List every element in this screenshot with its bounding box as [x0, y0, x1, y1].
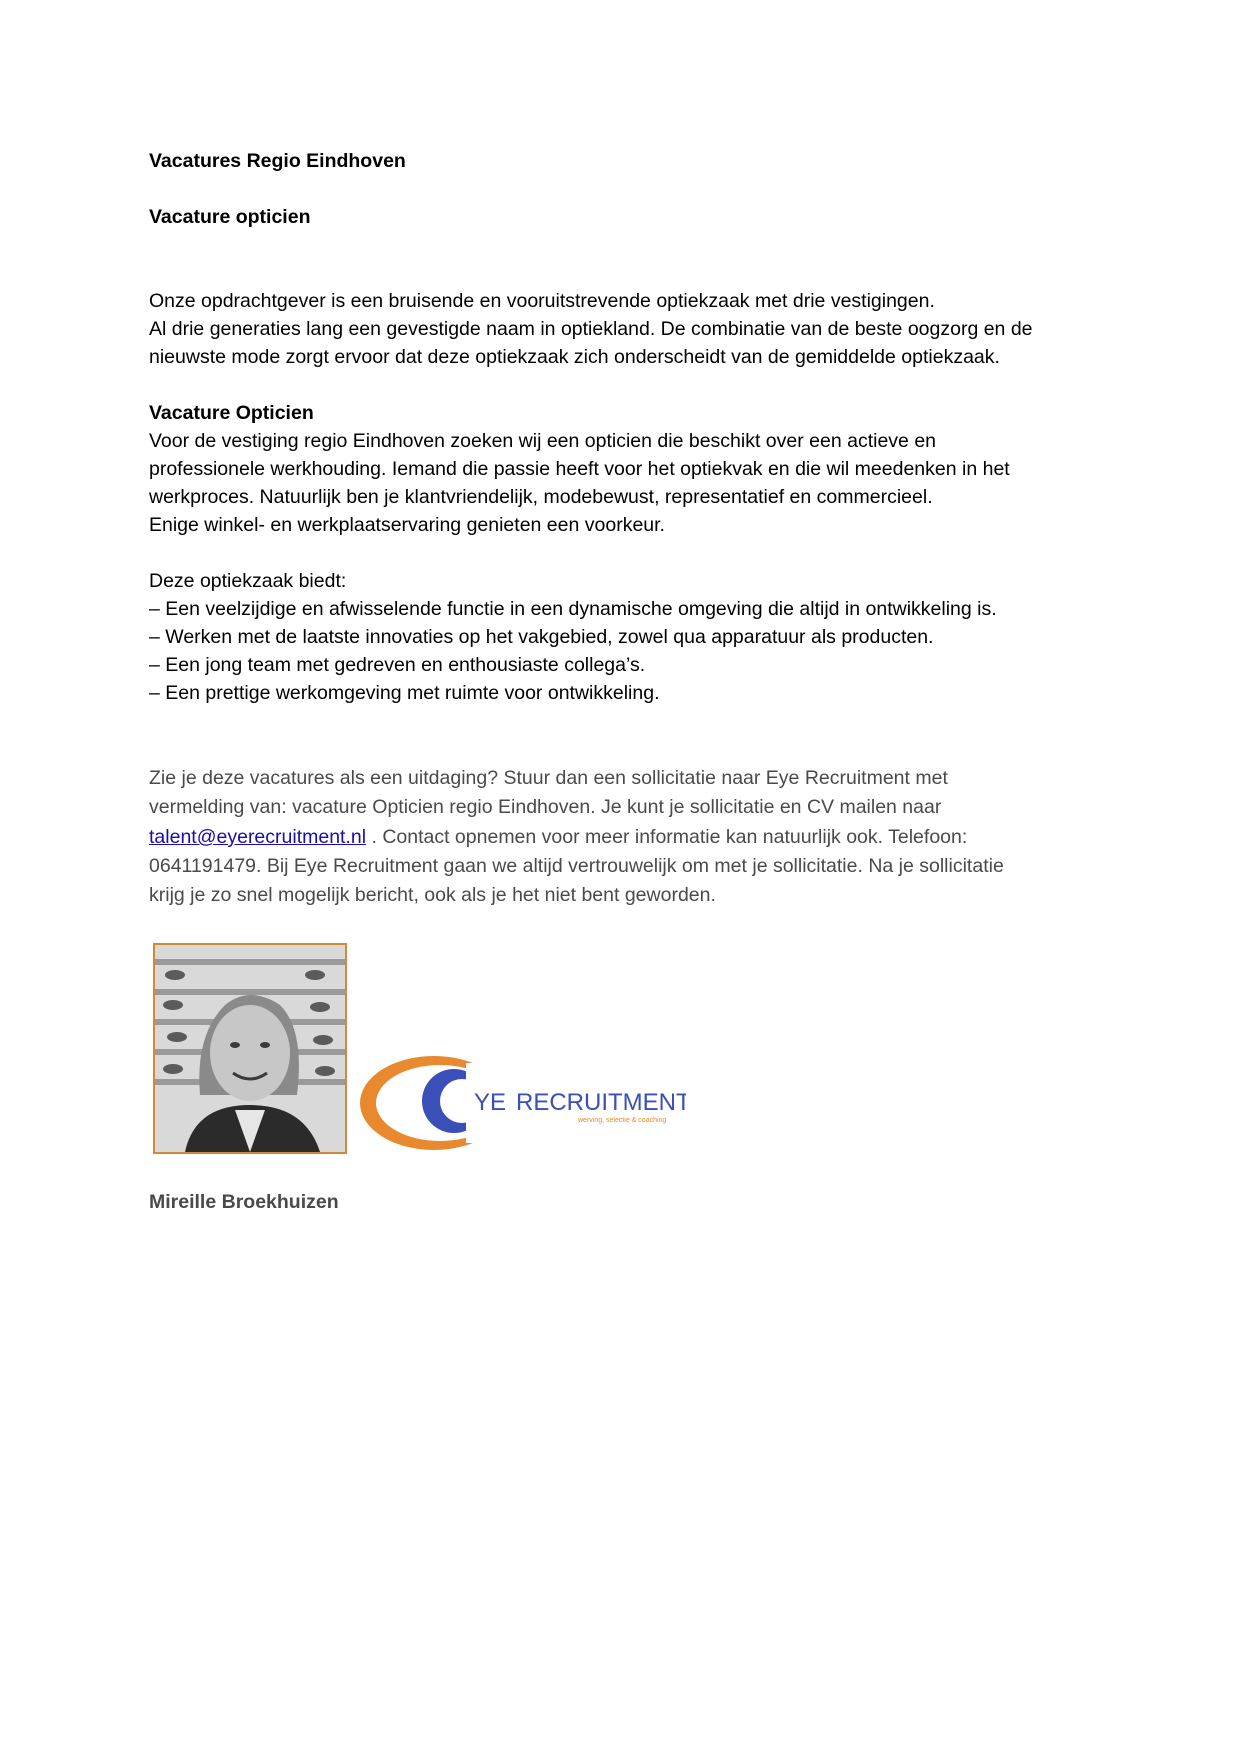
contact-line-rest: . Contact opnemen voor meer informatie kan natuurlijk ook. Telefoon:	[366, 826, 968, 848]
intro-line: Al drie generaties lang een gevestigde naam in optiekland. De combinatie van de beste oogzorg en de	[149, 318, 1033, 340]
intro-line: Onze opdrachtgever is een bruisende en vooruitstrevende optiekzaak met drie vestigingen.	[149, 290, 935, 312]
signature-name: Mireille Broekhuizen	[149, 1191, 339, 1213]
eye-recruitment-logo	[356, 1053, 686, 1153]
contact-line: 0641191479. Bij Eye Recruitment gaan we altijd vertrouwelijk om met je sollicitatie. Na je sollicitatie	[149, 855, 1004, 877]
logo-recruitment-text: RECRUITMENT	[516, 1089, 686, 1116]
offer-item: – Een jong team met gedreven en enthousiaste collega’s.	[149, 654, 646, 676]
offer-item: – Een veelzijdige en afwisselende functie in een dynamische omgeving die altijd in ontwikkeling is.	[149, 598, 997, 620]
contact-line: vermelding van: vacature Opticien regio Eindhoven. Je kunt je sollicitatie en CV mailen naar	[149, 796, 942, 818]
section-line: professionele werkhouding. Iemand die passie heeft voor het optiekvak en die wil meedenken in het	[149, 458, 1010, 480]
portrait-image	[155, 945, 345, 1152]
offer-item: – Werken met de laatste innovaties op het vakgebied, zowel qua apparatuur als producten.	[149, 626, 934, 648]
intro-line: nieuwste mode zorgt ervoor dat deze optiekzaak zich onderscheidt van de gemiddelde optiekzaak.	[149, 346, 1000, 368]
section-line: werkproces. Natuurlijk ben je klantvriendelijk, modebewust, representatief en commercieel.	[149, 486, 933, 508]
heading-vacatures-regio: Vacatures Regio Eindhoven	[149, 150, 406, 172]
section-line: Enige winkel- en werkplaatservaring genieten een voorkeur.	[149, 514, 665, 536]
portrait-photo	[153, 943, 347, 1154]
email-link[interactable]: talent@eyerecruitment.nl	[149, 826, 367, 848]
section-title: Vacature Opticien	[149, 402, 314, 424]
contact-line: Zie je deze vacatures als een uitdaging? Stuur dan een sollicitatie naar Eye Recruitment met	[149, 767, 948, 789]
offer-intro: Deze optiekzaak biedt:	[149, 570, 347, 592]
section-line: Voor de vestiging regio Eindhoven zoeken wij een opticien die beschikt over een actieve en	[149, 430, 937, 452]
contact-line	[149, 823, 967, 851]
logo-ye-text: YE	[474, 1089, 507, 1116]
logo-tagline: werving, selectie & coaching	[578, 1117, 667, 1124]
contact-line: krijg je zo snel mogelijk bericht, ook als je het niet bent geworden.	[149, 884, 716, 906]
heading-vacature-opticien: Vacature opticien	[149, 206, 311, 228]
offer-item: – Een prettige werkomgeving met ruimte voor ontwikkeling.	[149, 682, 660, 704]
